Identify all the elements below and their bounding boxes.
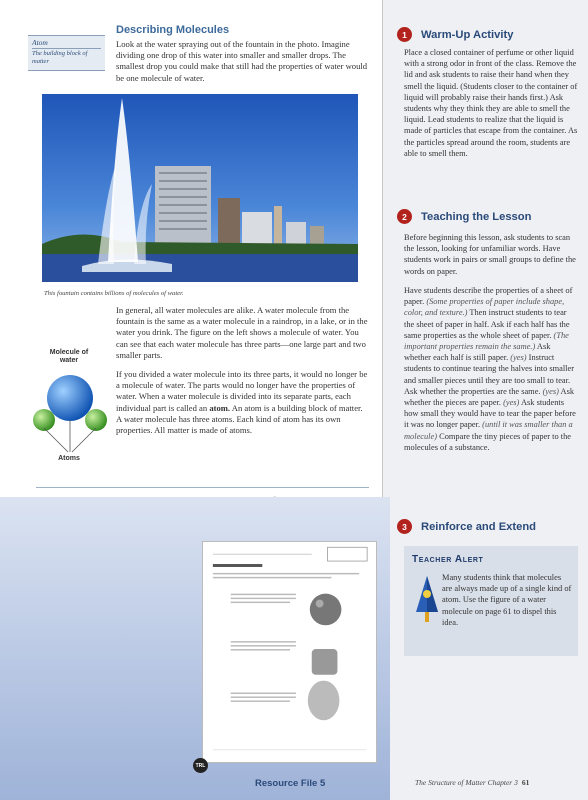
footer-rule [36,487,369,488]
atoms-label: Atoms [58,455,80,462]
trl-badge: TRL [193,758,208,773]
step-1-heading [397,27,513,42]
vocabulary-term: Atom [32,38,101,49]
step-2-heading [397,209,531,224]
vocabulary-definition: The building block of matter [32,50,88,65]
teaching-text-2: Have students describe the properties of a sheet of paper. (Some properties of paper include shape, color, and texture.) Then instruct students to tear the sheet of paper in half. Ask if each half has the same properties as the whole sheet of paper. (The important properties remain the same.) Ask whether each half is still paper. (yes) Instruct students to continue tearing the halves into smaller and smaller pieces until they are too small to tear. Ask whether the properties are the same. (yes) Ask whether the pieces are paper. (yes) Ask students how small they would have to tear the paper before it was no longer paper. (until it was smaller than a molecule) Compare the tiny pieces of paper to the molecules of a substance. [404,286,576,452]
step-3-heading [397,519,536,534]
step-title: Teaching the Lesson [421,210,532,223]
step-number-icon: 2 [397,209,412,224]
step-number-icon: 3 [397,519,412,534]
section-title: Describing Molecules [116,24,230,36]
page-number: 61 [521,778,530,787]
teacher-page-footer: The Structure of Matter Chapter 3 61 [415,778,530,787]
intro-paragraph: Look at the water spraying out of the fountain in the photo. Imagine dividing one drop of this water into smaller and smaller drops. The smallest drop you could make that still had the properties of water would be one molecule of water. [116,39,368,83]
body-paragraph-2: In general, all water molecules are alike. A water molecule from the fountain is the same as a water molecule in a raindrop, in a lake, or in the water you drink. The figure on the left shows a molecule of water. You can see that each water molecule has three parts—one large part and two smaller parts. [116,305,368,360]
fountain-photo [42,94,358,282]
vocabulary-sidebar [28,35,105,71]
key-term-atom: atom. [209,402,231,413]
step-title: Reinforce and Extend [421,520,537,533]
teacher-alert-title: Teacher Alert [412,554,484,565]
water-molecule-diagram [30,368,110,454]
step-number-icon: 1 [397,27,412,42]
body-paragraph-3: If you divided a water molecule into its three parts, it would no longer be a molecule of water. The parts would no longer have the properties of water. When a water molecule is divided into its separate parts, each individual part is called an atom. An atom is a building block of matter. A water molecule has three atoms. Each kind of atom has its own properties. All matter is made of atoms. [116,369,368,436]
alert-icon [412,572,442,624]
teacher-alert-text: Many students think that molecules are always made up of a single kind of atom. Use the figure of a water molecule on page 61 to dispel this idea. [412,572,572,628]
teaching-text-1: Before beginning this lesson, ask students to scan the lesson, looking for unfamiliar words. Have students work in pairs or small groups to define the words on paper. [404,233,576,276]
worksheet-thumbnail [202,541,377,763]
photo-caption: This fountain contains billions of molecules of water. [44,290,184,297]
molecule-label: Molecule of water [49,349,89,364]
step-title: Warm-Up Activity [421,28,514,41]
resource-file-label: Resource File 5 [255,778,326,789]
warmup-text: Place a closed container of perfume or other liquid with a strong odor in front of the class. Remove the lid and ask students to raise their hand when they smell the liquid. (Students closer to the container of liquid will probably raise their hands first.) Ask students why they think they are able to smell the liquid. Lead students to realize that the liquid is made of particles that escape from the container. As the particles spread around the room, students are able to smell them. [404,48,578,158]
